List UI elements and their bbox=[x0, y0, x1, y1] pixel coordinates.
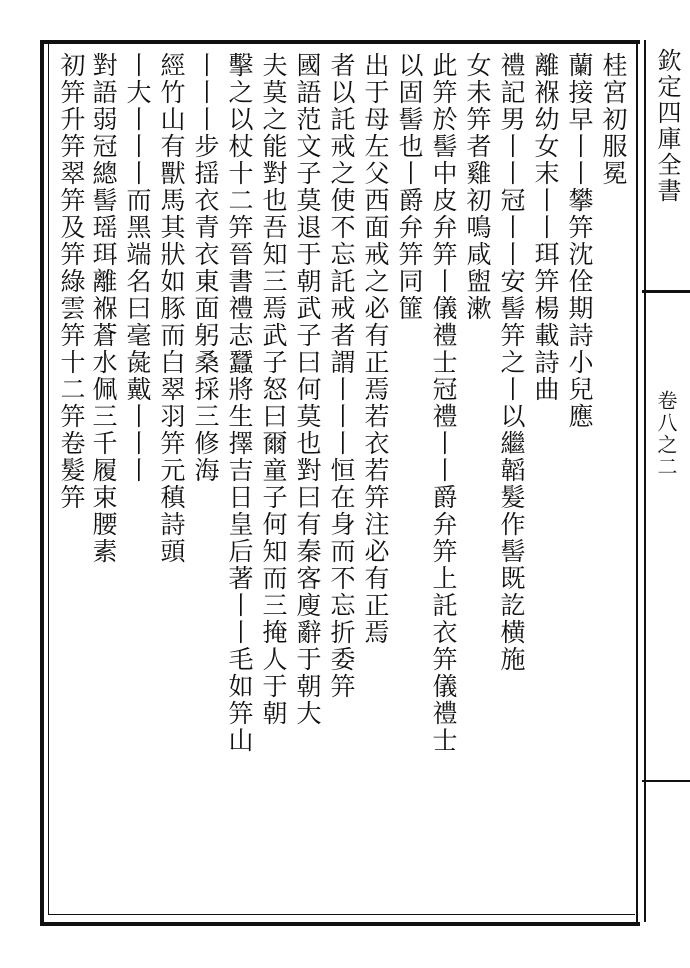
text-column-11: 夫莫之能對也吾知三焉武子怒曰爾童子何知而三掩人于朝 bbox=[259, 52, 288, 727]
text-column-7: 以固髻也丨爵弁笄同篚 bbox=[395, 52, 424, 322]
volume-label: 卷八之二 bbox=[654, 390, 678, 478]
text-column-4: 禮記男丨丨冠丨丨安髻笄之丨以繼韜髮作髻既訖横施 bbox=[497, 52, 526, 673]
text-column-15: 丨大丨丨丨而黑端名曰毫彘戴丨丨丨 bbox=[123, 52, 152, 484]
header-divider-lower bbox=[642, 780, 690, 782]
text-column-8: 出于母左父西面戒之必有正焉若衣若笄注必有正焉 bbox=[361, 52, 390, 646]
text-column-10: 國語范文子莫退于朝武子曰何莫也對曰有秦客廋辭于朝大 bbox=[293, 52, 322, 727]
text-column-5: 女未笄者雞初鳴咸盥漱 bbox=[463, 52, 492, 322]
text-column-14: 經竹山有獸馬其狀如豚而白翠羽笄元稹詩頭 bbox=[157, 52, 186, 565]
fold-edge bbox=[636, 40, 646, 922]
text-column-17: 初笄升笄翠笄及笄綠雲笄十二笄卷髮笄 bbox=[57, 52, 86, 511]
text-column-12: 擊之以杖十二笄晉書禮志蠶將生擇吉日皇后著丨丨毛如笄山 bbox=[225, 52, 254, 754]
header-divider bbox=[642, 290, 690, 293]
text-column-16: 對語弱冠總髻瑶珥離褓蒼水佩三千履束腰素 bbox=[89, 52, 118, 565]
text-column-13: 丨丨丨步揺衣青衣東面躬桑採三修海 bbox=[191, 52, 220, 484]
text-column-1: 桂宮初服冕 bbox=[599, 52, 628, 187]
text-column-9: 者以託戒之使不忘託戒者謂丨丨丨恒在身而不忘折委笄 bbox=[327, 52, 356, 700]
text-column-3: 離褓幼女末丨丨珥笄楊載詩曲 bbox=[531, 52, 560, 403]
text-column-2: 蘭接早丨丨攀笄沈佺期詩小兒應 bbox=[565, 52, 594, 430]
book-title: 欽定四庫全書 bbox=[653, 48, 681, 204]
text-column-6: 此笄於髻中皮弁笄丨儀禮士冠禮丨丨爵弁笄上託衣笄儀禮士 bbox=[429, 52, 458, 754]
